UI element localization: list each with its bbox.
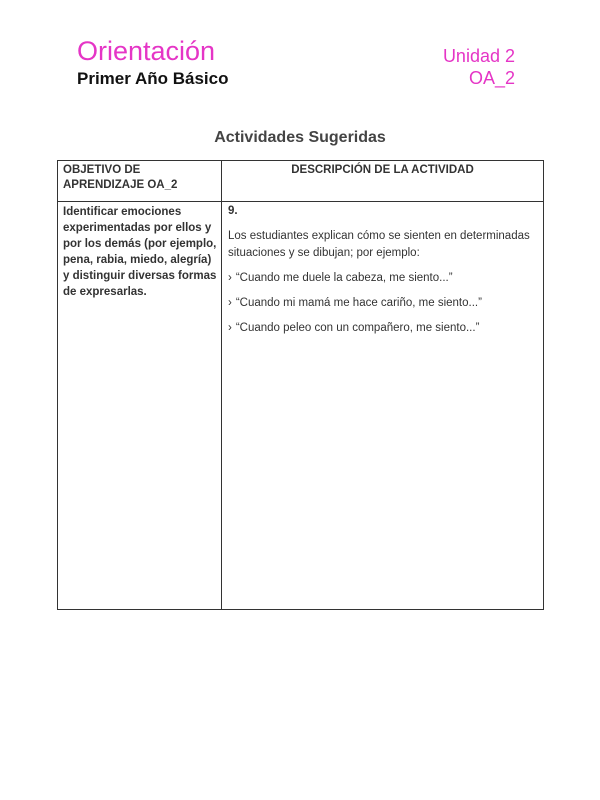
example-text: “Cuando mi mamá me hace cariño, me siento...” bbox=[235, 297, 482, 309]
description-content bbox=[222, 202, 543, 336]
activity-intro: Los estudiantes explican cómo se sienten en determinadas situaciones y se dibujan; por ejemplo: bbox=[228, 230, 530, 259]
bullet-icon: › bbox=[228, 322, 232, 334]
table-header-row bbox=[58, 161, 544, 202]
oa-label: OA_2 bbox=[468, 68, 515, 88]
activity-table bbox=[57, 160, 544, 610]
grade-title: Primer Año Básico bbox=[77, 69, 229, 88]
header-left bbox=[77, 36, 228, 89]
objective-text: Identificar emociones experimentadas por ellos y por los demás (por ejemplo, pena, rabia, miedo, alegría) y distinguir diversas formas de expresarlas. bbox=[63, 206, 217, 298]
header-objective-label: OBJETIVO DE APRENDIZAJE OA_2 bbox=[63, 164, 178, 191]
table-body-row bbox=[58, 202, 544, 610]
header-cell-objective bbox=[58, 161, 222, 202]
header-description-label: DESCRIPCIÓN DE LA ACTIVIDAD bbox=[291, 164, 474, 176]
example-item bbox=[228, 320, 537, 336]
objective-cell bbox=[58, 202, 222, 610]
section-title: Actividades Sugeridas bbox=[214, 129, 386, 146]
example-text: “Cuando me duele la cabeza, me siento...” bbox=[235, 272, 453, 284]
bullet-icon: › bbox=[228, 297, 232, 309]
description-cell bbox=[222, 202, 544, 610]
header-right bbox=[443, 46, 515, 89]
activity-number: 9. bbox=[228, 205, 238, 217]
example-item bbox=[228, 295, 537, 311]
example-item bbox=[228, 270, 537, 286]
unit-label: Unidad 2 bbox=[442, 46, 515, 66]
subject-title: Orientación bbox=[77, 36, 216, 66]
header-cell-description bbox=[222, 161, 544, 202]
example-text: “Cuando peleo con un compañero, me siento...” bbox=[235, 322, 480, 334]
bullet-icon: › bbox=[228, 272, 232, 284]
